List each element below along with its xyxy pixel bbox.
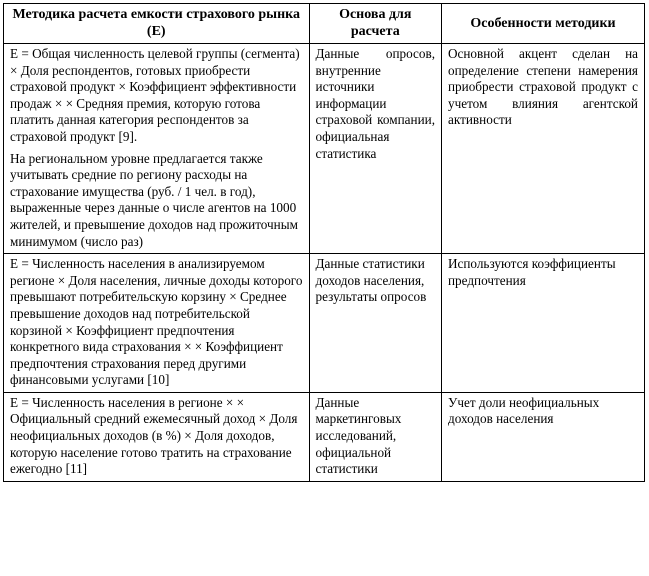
method-formula: Е = Численность населения в анализируемом регионе × Доля населения, личные доходы которого превышают потребительскую корзину × Среднее превышение доходов над потребительской корзиной × Коэффициент предпочтения конкретного вида страхования × × Коэффициент предпочтения страхования перед другими финансовыми услугами [10] (10, 256, 303, 388)
method-cell (4, 392, 310, 481)
header-basis: Основа для расчета (309, 4, 441, 44)
table-row (4, 392, 645, 481)
method-cell (4, 254, 310, 393)
basis-cell: Данные статистики доходов населения, результаты опросов (309, 254, 441, 393)
method-formula: Е = Численность населения в регионе × × Официальный средний ежемесячный доход × Доля неофициальных доходов (в %) × Доля доходов, которую население готово тратить на страхование ежегодно [11] (10, 394, 298, 477)
header-row (4, 4, 645, 44)
features-cell: Используются коэффициенты предпочтения (442, 254, 645, 393)
table-row (4, 44, 645, 254)
method-formula: Е = Общая численность целевой группы (сегмента) × Доля респондентов, готовых приобрести страховой продукт × Коэффициент эффективности продаж × × Средняя премия, которую готова платить данная категория респондентов за страховой продукт [9]. (10, 46, 300, 144)
features-cell: Учет доли неофициальных доходов населения (442, 392, 645, 481)
table-row (4, 254, 645, 393)
header-features: Особенности методики (442, 4, 645, 44)
features-cell: Основной акцент сделан на определение степени намерения приобрести страховой продукт с учетом влияния агентской активности (442, 44, 645, 254)
method-note: На региональном уровне предлагается также учитывать средние по региону расходы на страхование имущества (руб. / 1 чел. в год), выраженные через данные о числе агентов на 1000 жителей, и превышение доходов над прожиточным минимумом (число раз) (10, 150, 298, 249)
basis-cell: Данные маркетинговых исследований, официальной статистики (309, 392, 441, 481)
basis-cell: Данные опросов, внутренние источники информации страховой компании, официальная статистика (309, 44, 441, 254)
method-cell (4, 44, 310, 254)
header-method: Методика расчета емкости страхового рынка (Е) (4, 4, 310, 44)
insurance-market-capacity-table (3, 3, 645, 482)
